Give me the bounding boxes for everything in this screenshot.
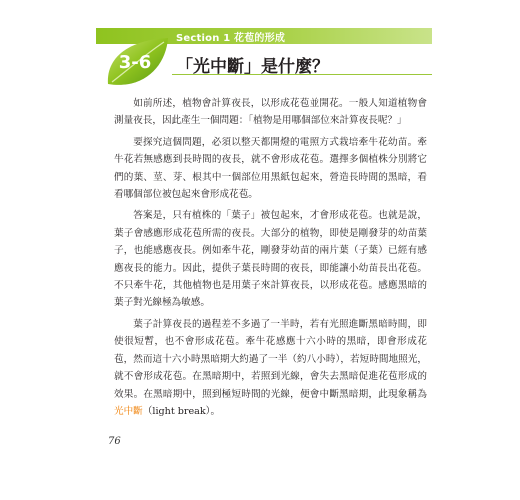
paragraph-2: 要探究這個問題，必須以整天都開燈的電照方式栽培牽牛花幼苗。牽牛花若無感應到長時間的夜長，就不會形成花苞。選擇多個植株分別將它們的葉、莖、芽、根其中一個部位用黑紙包起來，營造長時間的黑暗，看看哪個部位被包起來會形成花苞。 bbox=[114, 136, 427, 201]
paragraph-3: 答案是，只有植株的「葉子」被包起來，才會形成花苞。也就是說，葉子會感應形成花苞所需的夜長。大部分的植物，即使是剛發芽的幼苗葉子，也能感應夜長。例如牽牛花，剛發芽幼苗的兩片葉（子葉）已經有感應夜長的能力。因此，提供子葉長時間的夜長，即能讓小幼苗長出花苞。不只牽牛花，其他植物也是用葉子來計算夜長，以形成花苞。感應黑暗的葉子對光線極為敏感。 bbox=[114, 210, 427, 309]
section-label: Section 1 花苞的形成 bbox=[176, 33, 286, 44]
chapter-number: 3-6 bbox=[118, 52, 152, 73]
title-underline bbox=[172, 74, 432, 75]
paragraph-4-text: 葉子計算夜長的過程差不多過了一半時，若有光照進斷黑暗時間，即使很短暫，也不會形成花苞。牽牛花感應十六小時的黑暗，即會形成花苞，然而這十六小時黑暗期大約過了一半（約八小時），若短時間地照光，就不會形成花苞。在黑暗期中，若照到光線，會失去黑暗促進花苞形成的效果。在黑暗期中，照到極短時間的光線，便會中斷黑暗期，此現象稱為 bbox=[114, 318, 427, 400]
paragraph-4-tail: （light break）。 bbox=[142, 405, 221, 417]
paragraph-4 bbox=[114, 316, 427, 420]
highlighted-term: 光中斷 bbox=[114, 405, 143, 417]
page-number: 76 bbox=[108, 436, 121, 447]
article-body bbox=[114, 95, 427, 424]
paragraph-1: 如前所述，植物會計算夜長，以形成花苞並開花。一般人知道植物會測量夜長，因此產生一個問題：「植物是用哪個部位來計算夜長呢？」 bbox=[114, 98, 427, 127]
chapter-title: 「光中斷」是什麼？ bbox=[176, 57, 329, 77]
